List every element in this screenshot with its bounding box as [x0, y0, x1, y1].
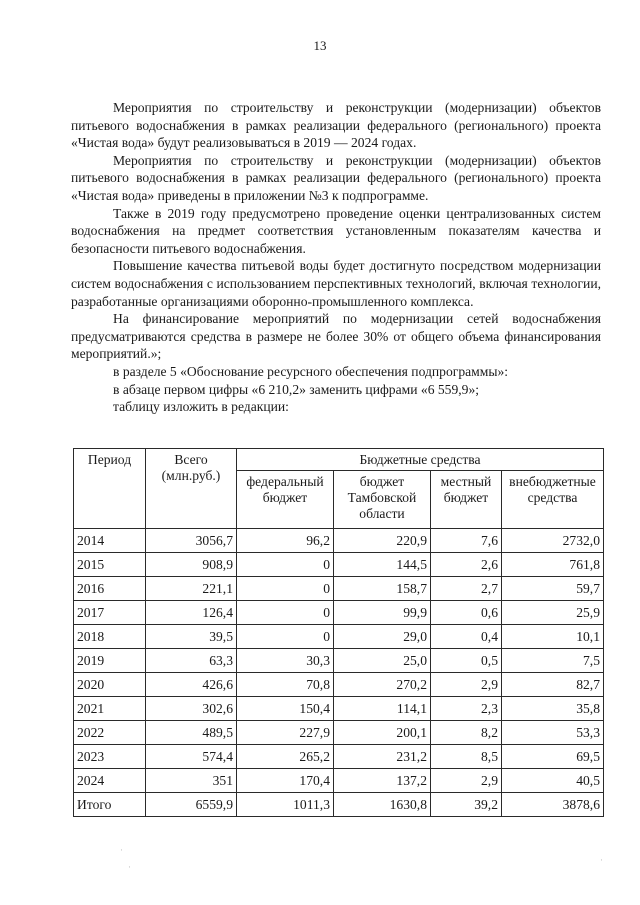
- table-row: [74, 625, 604, 649]
- period-cell: 2014: [74, 529, 146, 553]
- value-cell: 126,4: [146, 601, 237, 625]
- value-cell: 39,2: [431, 793, 502, 817]
- value-cell: 2732,0: [502, 529, 604, 553]
- value-cell: 3878,6: [502, 793, 604, 817]
- header-federal: федеральный бюджет: [237, 471, 334, 529]
- paragraph: Мероприятия по строительству и реконструкции (модернизации) объектов питьевого водоснабжения в рамках реализации федерального (регионального) проекта «Чистая вода» будут реализовываться в 2019 — 2024 годах.: [71, 100, 601, 151]
- value-cell: 908,9: [146, 553, 237, 577]
- scan-speck: ·: [600, 855, 603, 865]
- body-text: [71, 99, 601, 416]
- paragraph: Повышение качества питьевой воды будет достигнуто посредством модернизации систем водоснабжения с использованием перспективных технологий, включая технологии, разработанные организациями оборонно-промышленного комплекса.: [71, 258, 601, 309]
- value-cell: 63,3: [146, 649, 237, 673]
- paragraph: таблицу изложить в редакции:: [113, 399, 289, 415]
- value-cell: 1011,3: [237, 793, 334, 817]
- table-row: [74, 697, 604, 721]
- value-cell: 426,6: [146, 673, 237, 697]
- value-cell: 59,7: [502, 577, 604, 601]
- value-cell: 0,6: [431, 601, 502, 625]
- value-cell: 8,2: [431, 721, 502, 745]
- period-cell: 2021: [74, 697, 146, 721]
- scan-speck: ·: [128, 862, 131, 872]
- value-cell: 96,2: [237, 529, 334, 553]
- value-cell: 53,3: [502, 721, 604, 745]
- header-budget-group: Бюджетные средства: [237, 449, 604, 471]
- value-cell: 231,2: [334, 745, 431, 769]
- table-row: [74, 721, 604, 745]
- header-extra: внебюджетные средства: [502, 471, 604, 529]
- period-cell: 2016: [74, 577, 146, 601]
- value-cell: 30,3: [237, 649, 334, 673]
- paragraph: в абзаце первом цифры «6 210,2» заменить цифрами «6 559,9»;: [113, 381, 480, 397]
- value-cell: 2,9: [431, 769, 502, 793]
- table-row: [74, 577, 604, 601]
- period-cell: 2017: [74, 601, 146, 625]
- value-cell: 489,5: [146, 721, 237, 745]
- paragraph: в разделе 5 «Обоснование ресурсного обеспечения подпрограммы»:: [113, 363, 509, 379]
- table-header-row: [74, 449, 604, 471]
- period-cell: 2022: [74, 721, 146, 745]
- value-cell: 150,4: [237, 697, 334, 721]
- value-cell: 2,6: [431, 553, 502, 577]
- header-total: Всего (млн.руб.): [146, 449, 237, 529]
- value-cell: 35,8: [502, 697, 604, 721]
- value-cell: 6559,9: [146, 793, 237, 817]
- header-local: местный бюджет: [431, 471, 502, 529]
- value-cell: 0: [237, 577, 334, 601]
- table-row: [74, 673, 604, 697]
- value-cell: 0: [237, 625, 334, 649]
- value-cell: 3056,7: [146, 529, 237, 553]
- value-cell: 10,1: [502, 625, 604, 649]
- value-cell: 200,1: [334, 721, 431, 745]
- header-period: Период: [74, 449, 146, 529]
- table-row: [74, 745, 604, 769]
- value-cell: 8,5: [431, 745, 502, 769]
- table-row: [74, 529, 604, 553]
- value-cell: 0: [237, 601, 334, 625]
- value-cell: 144,5: [334, 553, 431, 577]
- value-cell: 2,3: [431, 697, 502, 721]
- header-regional: бюджет Тамбовской области: [334, 471, 431, 529]
- value-cell: 265,2: [237, 745, 334, 769]
- value-cell: 2,7: [431, 577, 502, 601]
- table-row: [74, 601, 604, 625]
- paragraph: Мероприятия по строительству и реконструкции (модернизации) объектов питьевого водоснабжения в рамках реализации федерального (регионального) проекта «Чистая вода» приведены в приложении №3 к подпрограмме.: [71, 152, 601, 203]
- value-cell: 137,2: [334, 769, 431, 793]
- value-cell: 99,9: [334, 601, 431, 625]
- value-cell: 69,5: [502, 745, 604, 769]
- page-number: 13: [313, 38, 327, 53]
- value-cell: 170,4: [237, 769, 334, 793]
- budget-table: [73, 448, 604, 817]
- paragraph: Также в 2019 году предусмотрено проведение оценки централизованных систем водоснабжения на предмет соответствия установленным показателям качества и безопасности питьевого водоснабжения.: [71, 205, 601, 256]
- value-cell: 82,7: [502, 673, 604, 697]
- value-cell: 221,1: [146, 577, 237, 601]
- value-cell: 220,9: [334, 529, 431, 553]
- value-cell: 2,9: [431, 673, 502, 697]
- value-cell: 761,8: [502, 553, 604, 577]
- paragraph: На финансирование мероприятий по модернизации сетей водоснабжения предусматриваются средства в размере не более 30% от общего объема финансирования мероприятий.»;: [71, 311, 601, 362]
- value-cell: 114,1: [334, 697, 431, 721]
- period-cell: 2015: [74, 553, 146, 577]
- value-cell: 39,5: [146, 625, 237, 649]
- period-cell: 2023: [74, 745, 146, 769]
- value-cell: 7,5: [502, 649, 604, 673]
- value-cell: 29,0: [334, 625, 431, 649]
- value-cell: 0: [237, 553, 334, 577]
- value-cell: 351: [146, 769, 237, 793]
- value-cell: 302,6: [146, 697, 237, 721]
- period-cell: 2018: [74, 625, 146, 649]
- period-cell: 2024: [74, 769, 146, 793]
- period-cell: Итого: [74, 793, 146, 817]
- value-cell: 25,0: [334, 649, 431, 673]
- value-cell: 270,2: [334, 673, 431, 697]
- table-row: [74, 553, 604, 577]
- value-cell: 227,9: [237, 721, 334, 745]
- value-cell: 25,9: [502, 601, 604, 625]
- value-cell: 1630,8: [334, 793, 431, 817]
- table-row: [74, 793, 604, 817]
- scan-speck: ·: [120, 845, 123, 855]
- value-cell: 0,5: [431, 649, 502, 673]
- value-cell: 0,4: [431, 625, 502, 649]
- table-row: [74, 649, 604, 673]
- table-row: [74, 769, 604, 793]
- value-cell: 158,7: [334, 577, 431, 601]
- value-cell: 70,8: [237, 673, 334, 697]
- value-cell: 574,4: [146, 745, 237, 769]
- period-cell: 2020: [74, 673, 146, 697]
- value-cell: 40,5: [502, 769, 604, 793]
- value-cell: 7,6: [431, 529, 502, 553]
- table-body: [74, 529, 604, 817]
- period-cell: 2019: [74, 649, 146, 673]
